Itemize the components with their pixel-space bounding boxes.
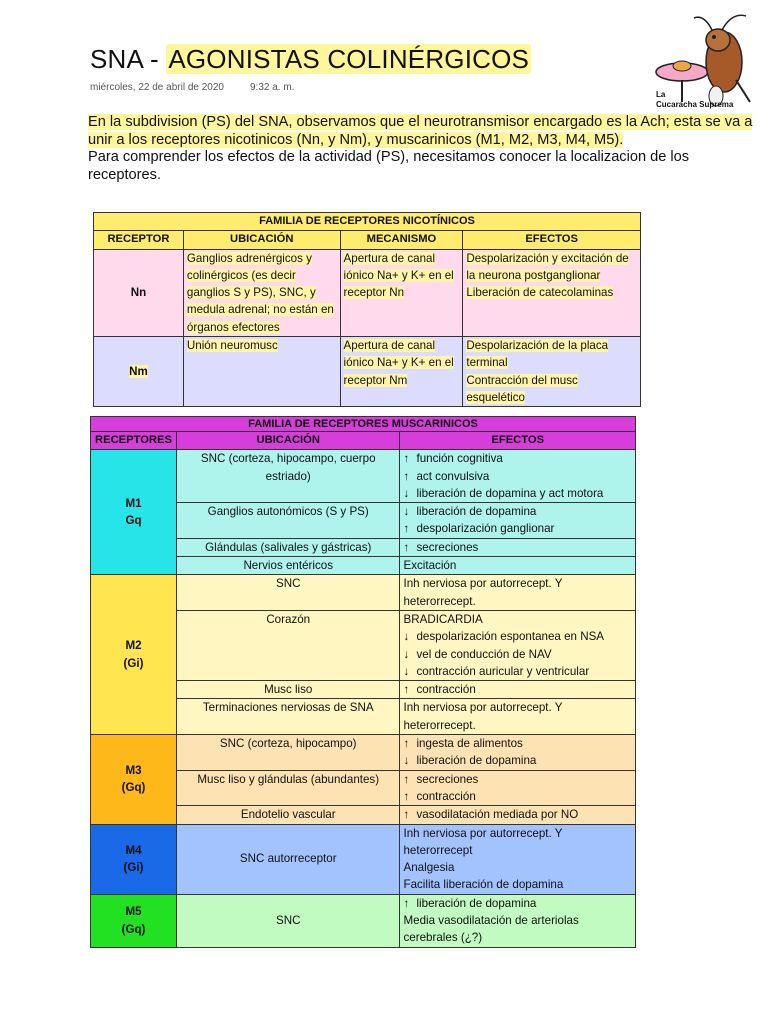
effect-line (403, 752, 632, 769)
effect-line (403, 681, 632, 698)
logo-caption-line1: La (656, 90, 666, 99)
arrow-up-icon: ↑ (403, 522, 410, 536)
effect-line: Contracción del musc esquelético (466, 373, 578, 404)
effect-line (403, 806, 632, 823)
nicotinic-header-receptor: RECEPTOR (94, 231, 184, 249)
effect-line (403, 450, 632, 467)
receptor-m3 (91, 735, 177, 824)
effect-text: Excitación (403, 559, 457, 573)
effects-cell (400, 735, 636, 771)
effect-line (403, 771, 632, 788)
arrow-down-icon: ↓ (403, 647, 410, 661)
effect-line (403, 876, 632, 893)
effect-line (403, 520, 632, 537)
effect-line (403, 468, 632, 485)
location-cell: SNC (corteza, hipocampo) (176, 735, 400, 771)
location-cell: Nervios entéricos (176, 557, 400, 575)
location-cell: Endotelio vascular (176, 806, 400, 824)
effect-text: contracción (416, 683, 476, 697)
arrow-up-icon: ↑ (403, 789, 410, 803)
muscarinic-header-effects: EFECTOS (400, 432, 636, 450)
receptor-m2 (91, 575, 177, 735)
effect-text: Inh nerviosa por autorrecept. Y heterorrecept (403, 826, 563, 857)
nicotinic-header-location: UBICACIÓN (183, 231, 340, 249)
nicotinic-header-effects: EFECTOS (463, 231, 641, 249)
location-cell: SNC (176, 575, 400, 611)
effect-line (403, 646, 632, 663)
g-protein-label: (Gq) (121, 922, 146, 936)
effects-cell (400, 503, 636, 539)
location-cell: Musc liso y glándulas (abundantes) (176, 770, 400, 806)
g-protein-label: (Gi) (123, 656, 144, 670)
effects-cell (463, 337, 641, 407)
effects-cell (400, 699, 636, 735)
effects-cell (400, 450, 636, 503)
effect-text: secreciones (416, 772, 479, 786)
effects-cell (400, 770, 636, 806)
table-row (91, 450, 636, 503)
g-protein-label: (Gq) (121, 781, 146, 795)
nicotinic-receptors-table (93, 212, 641, 407)
effect-text: secreciones (416, 540, 479, 554)
receptor-name: M3 (125, 763, 142, 777)
effect-text: Media vasodilatación de arteriolas cerebrales (¿?) (403, 914, 579, 945)
nicotinic-table-title: FAMILIA DE RECEPTORES NICOTÍNICOS (94, 213, 641, 231)
arrow-up-icon: ↑ (403, 683, 410, 697)
muscarinic-table-title: FAMILIA DE RECEPTORES MUSCARINICOS (91, 417, 636, 432)
location-cell: Corazón (176, 610, 400, 680)
receptor-name: M2 (125, 639, 142, 653)
effects-cell (400, 894, 636, 947)
arrow-up-icon: ↑ (403, 452, 410, 466)
mechanism-cell: Apertura de canal iónico Na+ y K+ en el receptor Nm (340, 337, 463, 407)
logo-caption-line2: Cucaracha Suprema (656, 100, 734, 109)
nicotinic-header-mechanism: MECANISMO (340, 231, 463, 249)
page-title (90, 44, 531, 75)
effects-cell (400, 557, 636, 575)
table-row (91, 894, 636, 947)
effect-text: liberación de dopamina (416, 896, 537, 910)
effect-text: Inh nerviosa por autorrecept. Y heterorrecept. (403, 577, 563, 608)
location-cell: Glándulas (salivales y gástricas) (176, 538, 400, 556)
muscarinic-receptors-table (90, 416, 636, 948)
table-row (94, 337, 641, 407)
effect-text: Inh nerviosa por autorrecept. Y heterorrecept. (403, 701, 563, 732)
receptor-name: M4 (125, 843, 142, 857)
arrow-down-icon: ↓ (403, 630, 410, 644)
effect-line (403, 859, 632, 876)
receptor-name: M5 (125, 905, 142, 919)
effects-cell (400, 538, 636, 556)
receptor-m4 (91, 824, 177, 894)
title-prefix: SNA - (90, 44, 167, 74)
effect-text: función cognitiva (416, 452, 503, 466)
effect-line (403, 895, 632, 912)
arrow-down-icon: ↓ (403, 664, 410, 678)
effect-line (403, 825, 632, 860)
effect-text: despolarización ganglionar (416, 522, 555, 536)
effect-line (403, 557, 632, 574)
effect-text: liberación de dopamina y act motora (416, 486, 604, 500)
effect-line: Liberación de catecolaminas (466, 286, 614, 300)
g-protein-label: (Gi) (123, 861, 144, 875)
effects-cell (400, 681, 636, 699)
effect-text: despolarización espontanea en NSA (416, 630, 605, 644)
effect-line (403, 575, 632, 610)
location-cell: Ganglios autonómicos (S y PS) (176, 503, 400, 539)
note-timestamp (90, 82, 294, 93)
mechanism-cell: Apertura de canal iónico Na+ y K+ en el receptor Nn (340, 249, 463, 336)
arrow-up-icon: ↑ (403, 469, 410, 483)
effect-line (403, 699, 632, 734)
effect-line (403, 663, 632, 680)
effect-line: Despolarización de la placa terminal (466, 339, 609, 370)
effects-cell (463, 249, 641, 336)
effect-text: contracción auricular y ventricular (416, 664, 590, 678)
location-cell: SNC (176, 894, 400, 947)
location-cell: Terminaciones nerviosas de SNA (176, 699, 400, 735)
effect-line (403, 539, 632, 556)
arrow-up-icon: ↑ (403, 772, 410, 786)
intro-line-1: En la subdivision (PS) del SNA, observamos que el neurotransmisor encargado es la Ach; esta se va a unir a los receptores nicotinicos (Nn, y Nm), y muscarinicos (M1, M2, M3, M4, M5). (88, 114, 753, 148)
muscarinic-header-location: UBICACIÓN (176, 432, 400, 450)
effect-text: BRADICARDIA (403, 612, 483, 626)
location-cell: Musc liso (176, 681, 400, 699)
effect-text: liberación de dopamina (416, 505, 537, 519)
muscarinic-header-receptors: RECEPTORES (91, 432, 177, 450)
effect-line (403, 735, 632, 752)
effect-text: vasodilatación mediada por NO (416, 808, 579, 822)
effect-text: act convulsiva (416, 469, 490, 483)
receptor-m1 (91, 450, 177, 575)
effect-line (403, 628, 632, 645)
table-row (94, 249, 641, 336)
arrow-down-icon: ↓ (403, 754, 410, 768)
arrow-up-icon: ↑ (403, 896, 410, 910)
arrow-down-icon: ↓ (403, 486, 410, 500)
note-time: 9:32 a. m. (249, 82, 295, 93)
g-protein-label: Gq (125, 514, 142, 528)
location-cell: Ganglios adrenérgicos y colinérgicos (es decir ganglios S y PS), SNC, y medula adrenal; no están en órganos efectores (183, 249, 340, 336)
intro-line-2: Para comprender los efectos de la actividad (PS), necesitamos conocer la localizacion de los receptores. (88, 149, 690, 183)
receptor-name: M1 (125, 497, 142, 511)
effect-text: ingesta de alimentos (416, 737, 523, 751)
effect-text: liberación de dopamina (416, 754, 537, 768)
arrow-down-icon: ↓ (403, 505, 410, 519)
arrow-up-icon: ↑ (403, 540, 410, 554)
effect-line: Despolarización y excitación de la neurona postganglionar (466, 251, 629, 282)
intro-text (88, 114, 758, 184)
effect-text: Analgesia (403, 861, 455, 875)
effect-line (403, 485, 632, 502)
note-date: miércoles, 22 de abril de 2020 (90, 82, 224, 93)
effects-cell (400, 575, 636, 611)
logo-caption (656, 90, 733, 110)
table-row (91, 575, 636, 611)
receptor-nm: Nm (94, 337, 184, 407)
receptor-nn: Nn (94, 249, 184, 336)
effect-text: contracción (416, 789, 476, 803)
arrow-up-icon: ↑ (403, 808, 410, 822)
effects-cell (400, 806, 636, 824)
title-highlight: AGONISTAS COLINÉRGICOS (168, 44, 530, 74)
effect-text: vel de conducción de NAV (416, 647, 552, 661)
table-row (91, 735, 636, 771)
location-cell: SNC (corteza, hipocampo, cuerpo estriado) (176, 450, 400, 503)
effect-text: Facilita liberación de dopamina (403, 878, 564, 892)
arrow-up-icon: ↑ (403, 737, 410, 751)
effect-line (403, 503, 632, 520)
table-row (91, 824, 636, 894)
receptor-m5 (91, 894, 177, 947)
effect-line (403, 912, 632, 947)
effect-line (403, 611, 632, 628)
effects-cell (400, 824, 636, 894)
effects-cell (400, 610, 636, 680)
location-cell: SNC autorreceptor (176, 824, 400, 894)
location-cell: Unión neuromusc (183, 337, 340, 407)
effect-line (403, 788, 632, 805)
